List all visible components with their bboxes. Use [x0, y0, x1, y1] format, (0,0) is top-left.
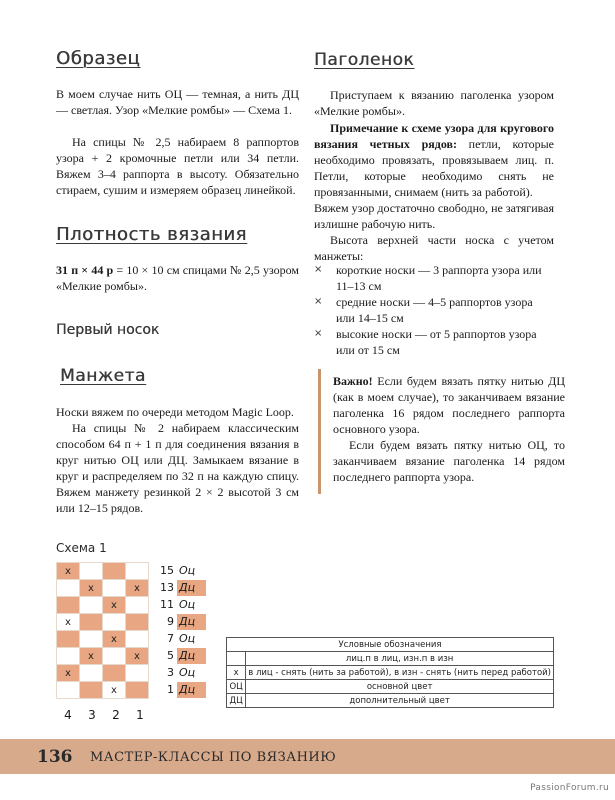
legend-text: основной цвет [246, 680, 554, 694]
chart-row [57, 648, 149, 665]
chart-row-label [156, 647, 206, 664]
chart-title: Схема 1 [56, 541, 107, 555]
list-item: × высокие носки — от 5 раппортов узора или от 15 см [314, 327, 537, 357]
chart-row-label [156, 596, 206, 613]
first-sock-heading: Первый носок [56, 322, 160, 338]
row-color-label: Оц [179, 665, 196, 679]
sock-height-list [314, 262, 554, 358]
legend-key: x [227, 666, 246, 680]
chart-note-text: петли, которые необходимо провязать, провязываем лиц. п. Петли, которые необходимо снять не провязанными, снимаем (нить за работой). [314, 137, 554, 199]
chart-row-labels [156, 562, 206, 698]
chart-cell [126, 631, 149, 648]
chart-row-label [156, 579, 206, 596]
chart-cell [57, 682, 80, 699]
chart-cell [126, 665, 149, 682]
chart-cell [126, 597, 149, 614]
chart-row-label [156, 664, 206, 681]
density-text: = 10 × 10 см спицами № 2,5 узором «Мелкие ромбы». [56, 263, 299, 293]
chart-cell [103, 648, 126, 665]
list-item: × короткие носки — 3 раппорта узора или 11–13 см [314, 263, 542, 293]
chart-row [57, 631, 149, 648]
legend-title: Условные обозначения [227, 638, 554, 652]
row-color-label: Дц [177, 614, 206, 630]
chart-cell: x [103, 682, 126, 699]
row-number: 11 [160, 598, 174, 611]
chart-cell: x [103, 631, 126, 648]
important-paragraph-2: Если будем вязать пятку нитью ОЦ, то заканчиваем вязание паголенка 14 рядом последнего раппорта узора. [333, 438, 565, 484]
chart-cell: x [103, 597, 126, 614]
important-paragraph-1: Важно! Если будем вязать пятку нитью ДЦ (как в моем случае), то заканчиваем вязание паголенка 16 рядом последнего раппорта основного узора. [333, 374, 565, 436]
legend-table [226, 637, 554, 708]
row-number: 1 [167, 683, 174, 696]
important-note [318, 369, 565, 494]
heel-flap-paragraph-2: Вяжем узор достаточно свободно, не затягивая излишне рабочую нить. [314, 201, 554, 231]
legend-key: ОЦ [227, 680, 246, 694]
chart-row [57, 665, 149, 682]
row-color-label: Оц [179, 597, 196, 611]
chart-cell: x [80, 580, 103, 597]
chart-column-number: 2 [112, 708, 120, 722]
density-heading: Плотность вязания [56, 224, 247, 245]
chart-cell [57, 631, 80, 648]
row-color-label: Дц [177, 648, 206, 664]
row-number: 5 [167, 649, 174, 662]
chart-cell [57, 580, 80, 597]
chart-cell [80, 614, 103, 631]
chart-column-number: 1 [136, 708, 144, 722]
chart-cell: x [80, 648, 103, 665]
chart-cell [57, 597, 80, 614]
chart-row-label [156, 613, 206, 630]
footer-title: МАСТЕР-КЛАССЫ ПО ВЯЗАНИЮ [90, 750, 337, 765]
row-color-label: Оц [179, 563, 196, 577]
cross-icon: × [314, 264, 323, 275]
knitting-chart-grid [56, 562, 149, 699]
list-item: × средние носки — 4–5 раппортов узора или 14–15 см [314, 295, 533, 325]
chart-cell [80, 682, 103, 699]
chart-row [57, 597, 149, 614]
chart-row [57, 563, 149, 580]
chart-cell: x [126, 648, 149, 665]
chart-cell [57, 648, 80, 665]
chart-cell [80, 665, 103, 682]
cuff-paragraph-1: Носки вяжем по очереди методом Magic Loop. [56, 405, 294, 419]
chart-row [57, 580, 149, 597]
heel-flap-heading: Паголенок [314, 50, 415, 70]
chart-cell: x [57, 563, 80, 580]
row-number: 15 [160, 564, 174, 577]
chart-column-labels [56, 708, 152, 722]
row-number: 3 [167, 666, 174, 679]
chart-row-label [156, 681, 206, 698]
chart-cell [80, 563, 103, 580]
heel-flap-paragraph-1: Приступаем к вязанию паголенка узором «Мелкие ромбы». [314, 88, 554, 118]
row-number: 7 [167, 632, 174, 645]
row-color-label: Дц [177, 682, 206, 698]
legend-text: в лиц - снять (нить за работой), в изн - снять (нить перед работой) [246, 666, 554, 680]
sample-paragraph-2: На спицы № 2,5 набираем 8 раппортов узора + 2 кромочные петли или 34 петли. Вяжем 3–4 раппорта в высоту. Обязательно стираем, сушим и измеряем образец линейкой. [56, 135, 299, 197]
density-paragraph [56, 262, 299, 294]
cross-icon: × [314, 296, 323, 307]
chart-cell [126, 563, 149, 580]
chart-cell [103, 614, 126, 631]
chart-row-label [156, 630, 206, 647]
density-gauge: 31 п × 44 р [56, 263, 114, 277]
chart-note-bold: Примечание к схеме узора для кругового вязания четных рядов: [314, 121, 554, 151]
chart-cell: x [57, 614, 80, 631]
cuff-heading: Манжета [60, 366, 146, 386]
legend-key: ДЦ [227, 694, 246, 708]
page-number: 136 [37, 747, 73, 767]
sample-paragraph-1: В моем случае нить ОЦ — темная, а нить ДЦ — светлая. Узор «Мелкие ромбы» — Схема 1. [56, 87, 299, 117]
row-color-label: Дц [177, 580, 206, 596]
legend-text: дополнительный цвет [246, 694, 554, 708]
legend-key [227, 652, 246, 666]
chart-cell: x [126, 580, 149, 597]
row-number: 13 [160, 581, 174, 594]
chart-cell: x [57, 665, 80, 682]
chart-row [57, 614, 149, 631]
sample-heading: Образец [56, 48, 141, 69]
chart-cell [126, 682, 149, 699]
cross-icon: × [314, 328, 323, 339]
cuff-paragraph-2: На спицы № 2 набираем классическим способом 64 п + 1 п для соединения вязания в круг нитью ОЦ или ДЦ. Замыкаем вязание в круг и распределяем по 32 п на каждую спицу. Вяжем манжету резинкой 2 × 2 высотой 3 см или 12–15 рядов. [56, 421, 299, 515]
row-color-label: Оц [179, 631, 196, 645]
chart-cell [126, 614, 149, 631]
legend-text: лиц.п в лиц, изн.п в изн [246, 652, 554, 666]
chart-cell [103, 665, 126, 682]
heel-flap-paragraph-3: Высота верхней части носка с учетом манжеты: [314, 233, 554, 263]
chart-cell [80, 597, 103, 614]
row-number: 9 [167, 615, 174, 628]
watermark: PassionForum.ru [530, 783, 609, 793]
important-label: Важно! [333, 374, 373, 388]
chart-row [57, 682, 149, 699]
chart-cell [103, 563, 126, 580]
chart-row-label [156, 562, 206, 579]
chart-cell [103, 580, 126, 597]
chart-column-number: 4 [64, 708, 72, 722]
chart-cell [80, 631, 103, 648]
chart-note-paragraph [314, 120, 554, 200]
chart-column-number: 3 [88, 708, 96, 722]
